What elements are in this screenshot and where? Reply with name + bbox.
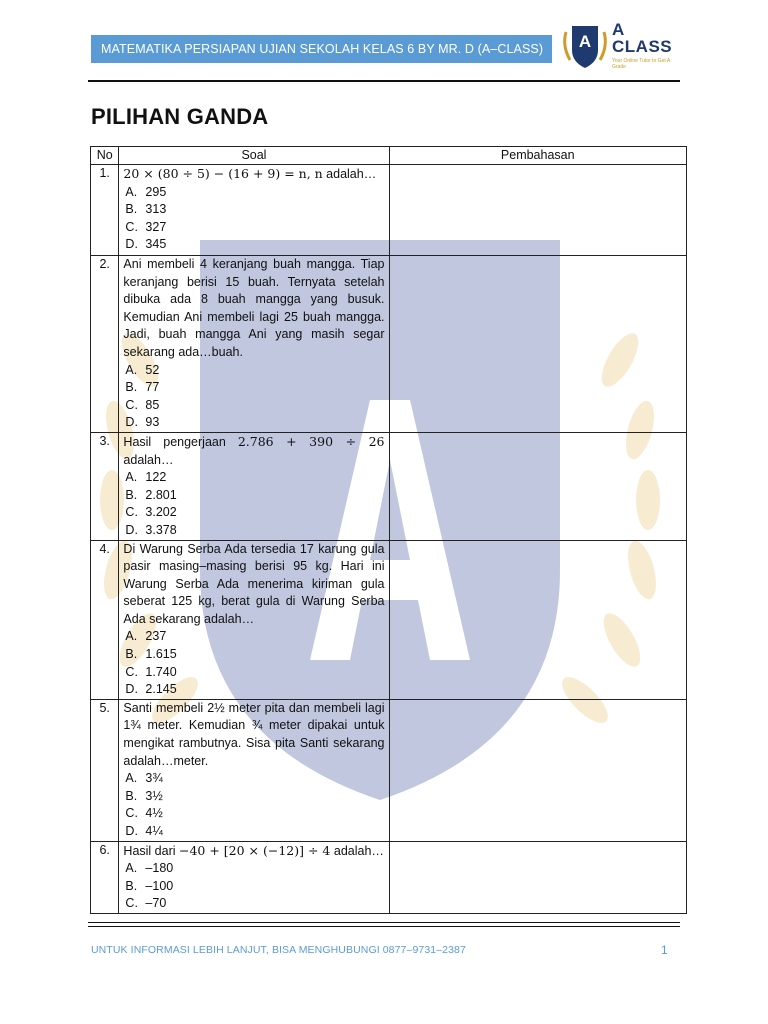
table-row (91, 432, 687, 540)
options-list (123, 860, 384, 913)
option-value: –180 (145, 861, 174, 876)
question-text (123, 165, 384, 184)
option-value: –70 (145, 896, 167, 911)
option-label: C. (125, 806, 138, 821)
option-label: B. (125, 647, 138, 662)
option-value: 93 (145, 415, 160, 430)
logo-a-text: A (612, 20, 625, 39)
option-value: 2.145 (145, 682, 177, 697)
option-item (125, 504, 384, 522)
option-item (125, 646, 384, 664)
option-item (125, 522, 384, 540)
option-label: D. (125, 237, 138, 252)
option-item (125, 878, 384, 896)
option-item (125, 628, 384, 646)
question-prefix: Hasil pengerjaan (123, 434, 238, 449)
option-value: 3¾ (145, 771, 163, 786)
question-cell (119, 841, 389, 913)
options-list (123, 628, 384, 698)
footer-contact-text: UNTUK INFORMASI LEBIH LANJUT, BISA MENGHUBUNGI 0877–9731–2387 (91, 944, 466, 956)
header-pembahasan: Pembahasan (389, 147, 687, 165)
option-value: 77 (145, 380, 160, 395)
question-number: 6. (91, 841, 119, 913)
question-text (123, 433, 384, 469)
table-header-row (91, 147, 687, 165)
question-text (123, 842, 384, 861)
option-value: 313 (145, 202, 167, 217)
question-math: 20 × (80 ÷ 5) − (16 + 9) = n, n (123, 166, 323, 181)
question-cell (119, 165, 389, 256)
pembahasan-cell (389, 165, 687, 256)
option-item (125, 860, 384, 878)
question-prefix: Hasil dari (123, 843, 179, 858)
logo-badge-letter: A (578, 32, 592, 51)
option-value: 3.202 (145, 505, 177, 520)
questions-table (90, 146, 687, 914)
option-item (125, 184, 384, 202)
option-value: 4½ (145, 806, 163, 821)
option-value: 4¼ (145, 824, 163, 838)
footer-divider-top (88, 922, 680, 923)
option-label: C. (125, 397, 138, 412)
option-label: A. (125, 362, 138, 377)
option-value: 52 (145, 362, 160, 377)
question-math: −40 + [20 × (−12)] ÷ 4 (179, 842, 331, 858)
pembahasan-cell (389, 841, 687, 913)
option-item (125, 788, 384, 806)
question-text: Di Warung Serba Ada tersedia 17 karung gula pasir masing–masing berisi 95 kg. Hari ini Warung Serba Ada menerima kiriman gula seberat 125 kg, berat gula di Warung Serba Ada sekarang adalah… (123, 541, 385, 626)
option-item (125, 681, 384, 699)
option-value: 295 (145, 184, 167, 199)
header-soal: Soal (119, 147, 389, 165)
option-label: C. (125, 219, 138, 234)
options-list (123, 770, 384, 840)
option-item (125, 770, 384, 788)
table-row (91, 841, 687, 913)
question-suffix: adalah… (123, 452, 174, 467)
question-cell (119, 256, 389, 433)
table-row (91, 256, 687, 433)
options-list (123, 362, 384, 432)
option-item (125, 487, 384, 505)
option-label: A. (125, 861, 138, 876)
pembahasan-cell (389, 432, 687, 540)
header-divider (88, 80, 680, 82)
option-value: 2.801 (145, 487, 177, 502)
option-value: 3.378 (145, 522, 177, 537)
question-suffix: adalah… (322, 167, 377, 181)
option-item (125, 805, 384, 823)
option-label: B. (125, 380, 138, 395)
option-label: A. (125, 629, 138, 644)
option-label: B. (125, 788, 138, 803)
logo-class-text: CLASS (612, 37, 673, 56)
question-number: 4. (91, 540, 119, 699)
table-row (91, 540, 687, 699)
option-label: B. (125, 487, 138, 502)
table-row (91, 165, 687, 256)
option-item (125, 664, 384, 682)
option-item (125, 469, 384, 487)
footer-divider-bottom (88, 926, 680, 927)
question-suffix: adalah… (330, 843, 384, 858)
header-no: No (91, 147, 119, 165)
option-label: B. (125, 202, 138, 217)
question-cell (119, 699, 389, 841)
option-item (125, 219, 384, 237)
options-list (123, 469, 384, 539)
option-item (125, 379, 384, 397)
a-class-logo (560, 22, 685, 74)
option-label: C. (125, 664, 138, 679)
pembahasan-cell (389, 256, 687, 433)
page-number: 1 (661, 943, 668, 957)
option-value: 1.740 (145, 664, 177, 679)
option-label: C. (125, 505, 138, 520)
options-list (123, 184, 384, 254)
question-cell (119, 540, 389, 699)
pembahasan-cell (389, 540, 687, 699)
option-value: 85 (145, 397, 160, 412)
option-label: A. (125, 184, 138, 199)
question-number: 5. (91, 699, 119, 841)
option-item (125, 201, 384, 219)
option-label: C. (125, 896, 138, 911)
question-text: Ani membeli 4 keranjang buah mangga. Tiap keranjang berisi 15 buah. Ternyata setelah dibuka ada 8 buah mangga yang busuk. Kemudian Ani membeli lagi 25 buah mangga. Jadi, buah mangga Ani yang masih segar sekarang ada…buah. (123, 257, 385, 359)
question-number: 1. (91, 165, 119, 256)
section-title: PILIHAN GANDA (91, 104, 269, 129)
option-value: 237 (145, 629, 167, 644)
table-row (91, 699, 687, 841)
option-value: 122 (145, 470, 167, 485)
option-label: D. (125, 415, 138, 430)
option-item (125, 397, 384, 415)
question-number: 3. (91, 432, 119, 540)
option-item (125, 895, 384, 913)
question-math: 2.786 + 390 ÷ 26 (237, 433, 385, 449)
question-number: 2. (91, 256, 119, 433)
option-value: 1.615 (145, 647, 177, 662)
option-label: B. (125, 878, 138, 893)
logo-tagline: Your Online Tutor to Get A Grade (612, 58, 670, 70)
option-value: 345 (145, 237, 167, 252)
option-label: D. (125, 522, 138, 537)
option-item (125, 236, 384, 254)
option-value: –100 (145, 878, 174, 893)
document-header-title: MATEMATIKA PERSIAPAN UJIAN SEKOLAH KELAS 6 BY MR. D (A–CLASS) (91, 35, 552, 63)
option-label: D. (125, 824, 138, 838)
option-label: A. (125, 771, 138, 786)
question-cell (119, 432, 389, 540)
pembahasan-cell (389, 699, 687, 841)
option-item (125, 823, 384, 841)
option-item (125, 362, 384, 380)
option-label: D. (125, 682, 138, 697)
option-value: 327 (145, 219, 167, 234)
option-label: A. (125, 470, 138, 485)
question-text: Santi membeli 2½ meter pita dan membeli lagi 1¾ meter. Kemudian ¾ meter dipakai untuk mengikat rambutnya. Sisa pita Santi sekarang adalah…meter. (123, 700, 385, 768)
option-value: 3½ (145, 788, 163, 803)
option-item (125, 414, 384, 432)
